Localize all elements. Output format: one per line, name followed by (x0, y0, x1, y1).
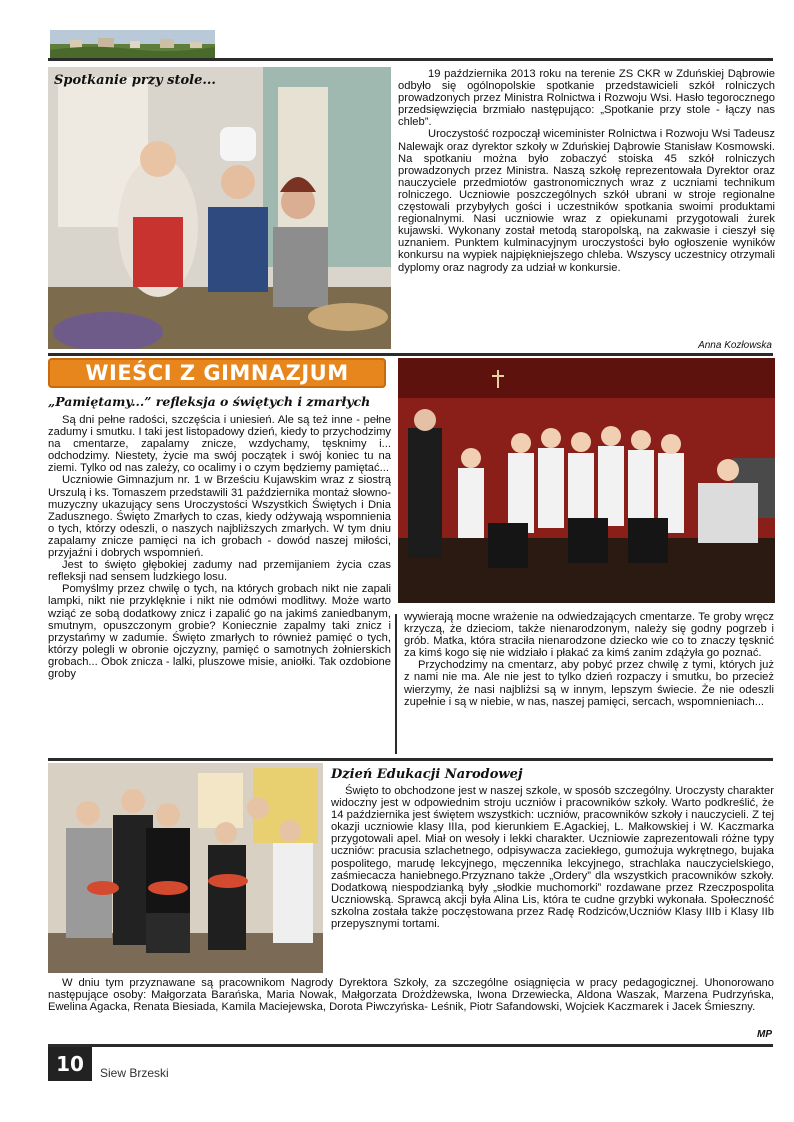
article2-paragraph: Uczniowie Gimnazjum nr. 1 w Brześciu Kujawskim wraz z siostrą Urszulą i ks. Tomaszem przedstawili 31 października montaż słowno-muzyczny ukazujący sens Uroczystości Wszystkich Świętych i Dnia Zadusznego. Święto Zmarłych to czas, kiedy odżywają wspomnienia o tych, którzy odeszli, o naszych najbliższych zmarłych. W tym dniu zapalamy znicze pamięci na ich grobach - dowód naszej miłości, przyjaźni i dobrych wspomnień. (48, 474, 391, 560)
article2-body-left (48, 414, 391, 680)
photo-caption: Spotkanie przy stole... (54, 73, 216, 88)
article2-paragraph: Pomyślmy przez chwilę o tych, na których grobach nikt nie zapali lampki, nikt nie przyklęknie i nikt nie odmówi modlitwy. Może warto wziąć ze sobą dodatkowy znicz i zapalić go na jakimś zaniedbanym, smutnym, opuszczonym grobie? Koniecznie zapalmy taki znicz i przystańmy w zadumie. Święto zmarłych to również pamięć o tych, którzy polegli w obronie ojczyzny, pamięć o samotnych żołnierskich grobach... Obok znicza - lalki, pluszowe misie, aniołki. Tak ozdobione groby (48, 583, 391, 680)
article2-paragraph: wywierają mocne wrażenie na odwiedzających cmentarze. Te groby wręcz krzyczą, że dzieciom, także nienarodzonym, należy się godny pogrzeb i grób. Matka, która straciła nienarodzone dziecko wie co to znaczy tęsknić za kimś kogo się nie widziało i płakać za kimś zanim zdążyła go poznać. (404, 611, 774, 660)
article3-body (331, 785, 774, 930)
article1-paragraph: 19 października 2013 roku na terenie ZS CKR w Zduńskiej Dąbrowie odbyło się ogólnopolskie spotkanie przedstawicieli szkół rolniczych prowadzonych przez Ministra Rolnictwa i Rozwoju Wsi. Hasło tegorocznego przedsięwzięcia brzmiało następująco: „Spotkanie przy stole - łączy nas chleb”. (398, 68, 775, 129)
article2-headline: „Pamiętamy...” refleksja o świętych i zmarłych (48, 394, 371, 409)
article1-body (398, 68, 775, 274)
article2-body-right (404, 611, 774, 708)
photo-school-performance (398, 358, 775, 603)
article3-paragraph: W dniu tym przyznawane są pracownikom Nagrody Dyrektora Szkoły, za szczególne osiągnięcia w pracy pedagogicznej. Uhonorowano następujące osoby: Małgorzata Barańska, Maria Nowak, Małgorzata Drożdżewska, Iwona Drzewiecka, Aldona Waszak, Marzena Pudrzyńska, Ewelina Agacka, Renata Biesiada, Kamila Maciejewska, Dorota Piwczyńska- Leśnik, Piotr Safandowski, Wojciek Kaczmarek i Jacek Śmieszny. (48, 977, 774, 1014)
publication-name: Siew Brzeski (100, 1066, 169, 1080)
photo-food-stand (48, 67, 391, 349)
article3-body-bottom (48, 977, 774, 1013)
article2-paragraph: Przychodzimy na cmentarz, aby pobyć przez chwilę z tymi, których już z nami nie ma. Ale nie jest to tylko dzień rozpaczy i smutku, bo przecież wierzymy, że nasi najbliżsi są w innym, lepszym świecie. Że nie odeszli zupełnie i są w niebie, w nas, naszej pamięci, sercach, wspomnieniach... (404, 659, 774, 708)
article3-paragraph: Święto to obchodzone jest w naszej szkole, w sposób szczególny. Uroczysty charakter widoczny jest w odpowiednim stroju uczniów i pracowników szkoły. Warto podkreślić, że 14 października jest świętem wszystkich: uczniów, pracowników szkoły i nauczycieli. Z tej okazji uczniowie klasy IIIa, pod kierunkiem E.Agackiej, L. Małkowskiej i W. Kaczmarka przygotowali apel. Miał on wesoły i lekki charakter. Uczniowie zaprezentowali różne typy uczniów: pracusia szlachetnego, odpisywacza zaciekłego, gumożuja wykrętnego, bujaka pospolitego, marudę lekcyjnego, męczennika lekcyjnego, strachlaka nauczycielskiego, zaśmiecacza haniebnego.Przyznano także „Ordery” dla wszystkich pracowników szkoły. Dodatkową niespodzianką były „słodkie muchomorki” rozdawane przez Rzeczpospolita Uczniowską. Sprawcą akcji była Alina Lis, która te cudne grzybki wykonała. Społeczność szkolna została także poczęstowana przez Radę Rodziców,Uczniów Klasy IIIb i Klasy IIb przepysznymi tortami. (331, 785, 774, 931)
page-number: 10 (48, 1047, 92, 1081)
article3-headline: Dzień Edukacji Narodowej (331, 767, 523, 782)
section-title-gimnazjum: WIEŚCI Z GIMNAZJUM (48, 358, 386, 388)
photo-teachers-day (48, 763, 323, 973)
article1-paragraph: Uroczystość rozpoczął wiceminister Rolnictwa i Rozwoju Wsi Tadeusz Nalewajk oraz dyrektor szkoły w Zduńskiej Dąbrowie Stanisław Kosmowski. Na spotkaniu można było zobaczyć stoiska 45 szkół rolniczych prowadzonych przez Ministra. Naszą szkołę reprezentowała Dyrektor oraz nauczyciele przedmiotów gastronomicznych wraz z uczniami technikum rolniczego. Uczniowie poszczególnych szkół ubrani w stroje regionalne częstowali przybyłych gości i uczestników spotkania swoimi produktami regionalnymi. Nasi uczniowie wraz z opiekunami przygotowali żurek kujawski. Wykonany został metodą staropolską, na zakwasie i cieszył się uznaniem. Punktem kulminacyjnym uroczystości było ogłoszenie wyników konkursu na wypiek najpiękniejszego chleba. Wszyscy uczestnicy otrzymali dyplomy oraz nagrody za udział w konkursie. (398, 128, 775, 274)
section-rule (48, 758, 773, 761)
footer-rule (48, 1044, 773, 1047)
section-rule (48, 353, 773, 356)
header-rule (48, 58, 773, 61)
article2-paragraph: Jest to święto głębokiej zadumy nad przemijaniem życia czas refleksji nad sensem ludzkiego losu. (48, 559, 391, 584)
article3-author: MP (757, 1029, 772, 1040)
article1-author: Anna Kozłowska (698, 340, 772, 351)
column-divider (395, 614, 397, 754)
header-banner-image (50, 30, 215, 58)
article2-paragraph: Są dni pełne radości, szczęścia i uniesień. Ale są też inne - pełne zadumy i smutku. I taki jest listopadowy dzień, kiedy to przychodzimy na cmentarze, zapalamy znicze, wzdychamy, tęsknimy i... odchodzimy. Niestety, życie ma swój początek i swój koniec tu na ziemi. Tylko od nas zależy, co ocalimy i o czym będziemy pamiętać... (48, 414, 391, 475)
